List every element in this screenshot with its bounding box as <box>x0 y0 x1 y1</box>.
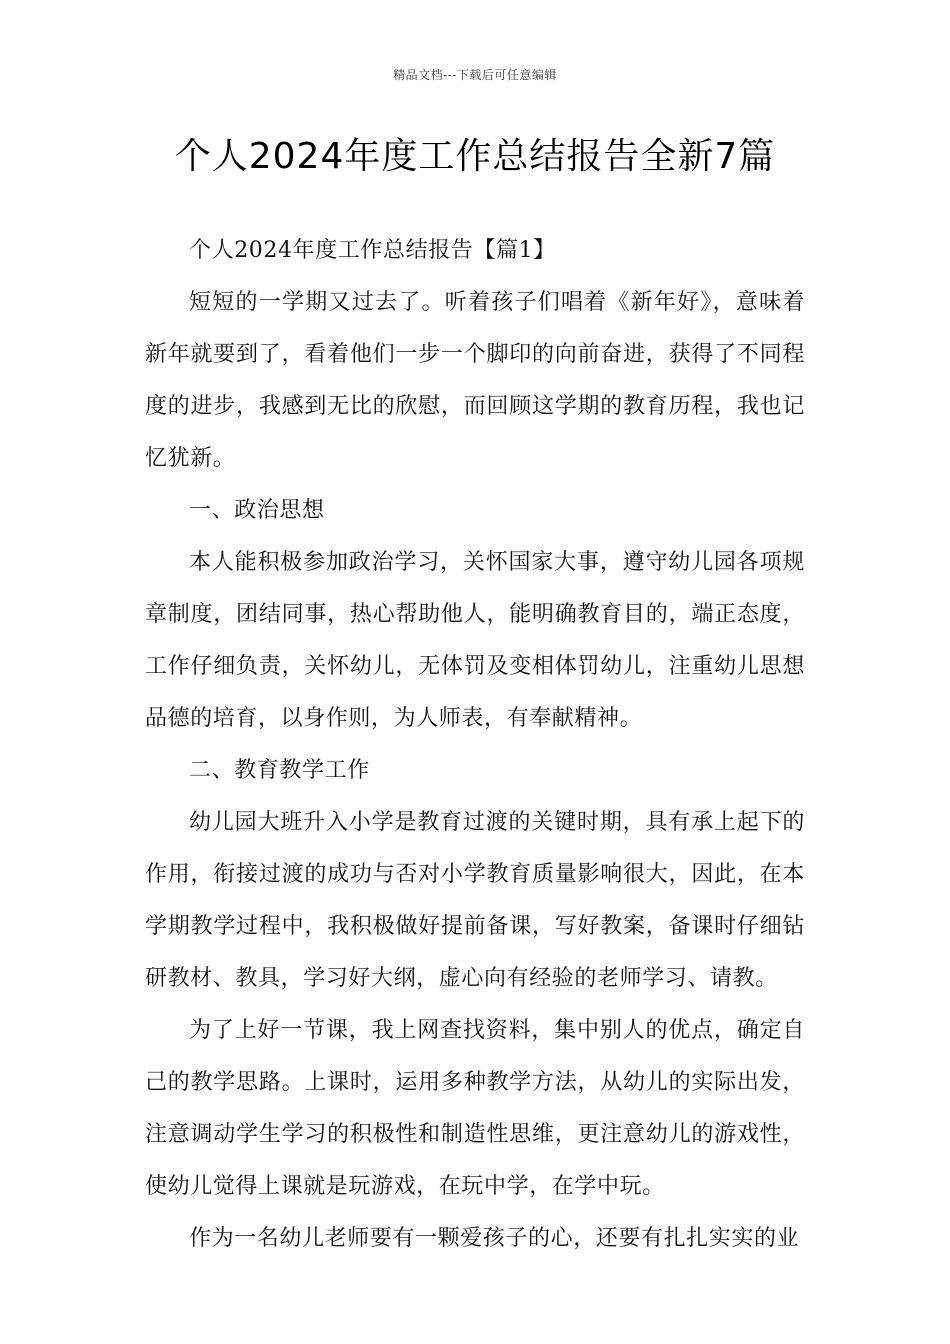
paragraph-politics: 本人能积极参加政治学习，关怀国家大事，遵守幼儿园各项规章制度，团结同事，热心帮助他人，能明确教育目的，端正态度，工作仔细负责，关怀幼儿，无体罚及变相体罚幼儿，注重幼儿思想品德的培育，以身作则，为人师表，有奉献精神。 <box>145 550 805 731</box>
article-subtitle: 个人2024年度工作总结报告【篇1】 <box>189 238 556 263</box>
section-heading-politics: 一、政治思想 <box>189 498 325 523</box>
paragraph-teaching-2: 为了上好一节课，我上网查找资料，集中别人的优点，确定自己的教学思路。上课时，运用多种教学方法，从幼儿的实际出发，注意调动学生学习的积极性和制造性思维，更注意幼儿的游戏性，使幼儿觉得上课就是玩游戏，在玩中学，在学中玩。 <box>145 1018 805 1199</box>
header-note: 精品文档---下载后可任意编辑 <box>393 68 557 82</box>
section-heading-teaching: 二、教育教学工作 <box>189 758 370 783</box>
document-title: 个人2024年度工作总结报告全新7篇 <box>174 136 776 177</box>
document-body <box>145 225 805 1265</box>
paragraph-teaching-3: 作为一名幼儿老师要有一颗爱孩子的心，还要有扎扎实实的业 <box>189 1226 800 1251</box>
paragraph-teaching-1: 幼儿园大班升入小学是教育过渡的关键时期，具有承上起下的作用，衔接过渡的成功与否对小学教育质量影响很大，因此，在本学期教学过程中，我积极做好提前备课，写好教案，备课时仔细钻研教材、教具，学习好大纲，虚心向有经验的老师学习、请教。 <box>145 810 805 991</box>
paragraph-intro: 短短的一学期又过去了。听着孩子们唱着《新年好》，意味着新年就要到了，看着他们一步一个脚印的向前奋进，获得了不同程度的进步，我感到无比的欣慰，而回顾这学期的教育历程，我也记忆犹新。 <box>145 290 805 471</box>
